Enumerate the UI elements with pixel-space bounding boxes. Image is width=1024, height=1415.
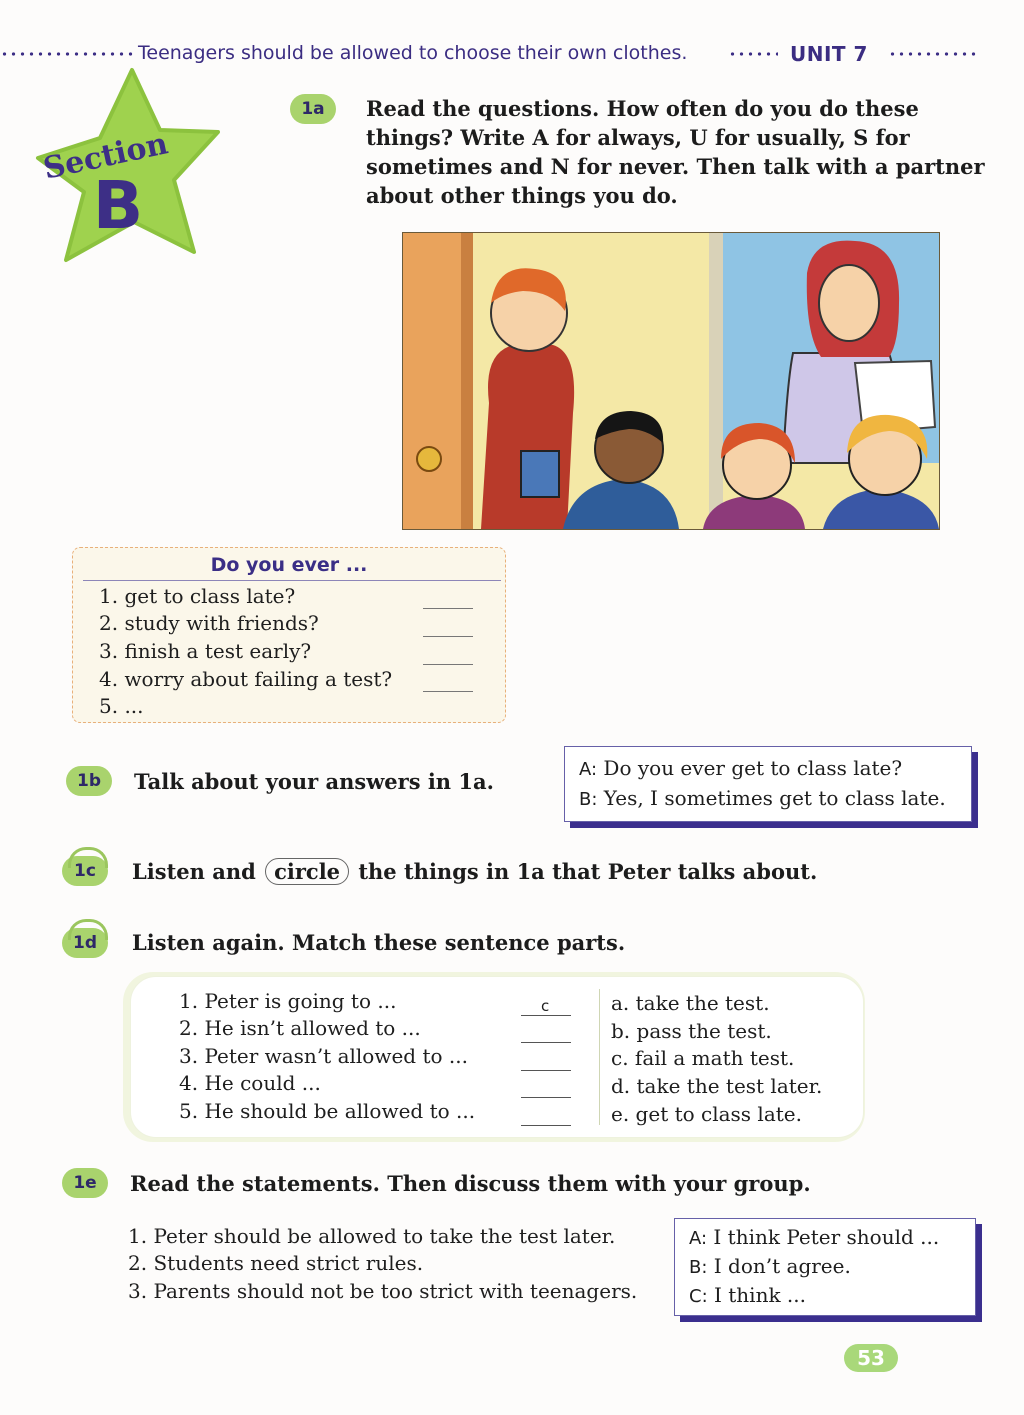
exercise-badge-1c: 1c	[62, 856, 108, 886]
door-frame	[403, 233, 463, 529]
dialogue-line	[689, 1283, 806, 1307]
exercise-badge-1a: 1a	[290, 94, 336, 124]
dialogue-text: I think ...	[714, 1283, 807, 1307]
header-dots-left	[0, 52, 134, 56]
instruction-1a-line: Read the questions. How often do you do these	[366, 96, 919, 121]
header-dots-mid	[728, 52, 778, 56]
boy-sweater	[481, 345, 574, 529]
answer-blank[interactable]	[423, 608, 473, 609]
instruction-1b: Talk about your answers in 1a.	[134, 769, 494, 794]
match-right-item: e. get to class late.	[611, 1102, 802, 1126]
dialogue-line	[689, 1254, 851, 1278]
speaker-label: C:	[689, 1286, 708, 1307]
example-answer: c	[541, 997, 550, 1015]
answer-blank[interactable]	[423, 664, 473, 665]
instruction-1a-line: about other things you do.	[366, 183, 678, 208]
running-head: Teenagers should be allowed to choose their own clothes.	[138, 42, 688, 64]
matching-box	[130, 976, 864, 1138]
dialogue-line	[579, 786, 946, 810]
match-left-item: 3. Peter wasn’t allowed to ...	[179, 1044, 468, 1068]
exercise-badge-1b: 1b	[66, 766, 112, 796]
dialogue-box-1e	[674, 1218, 976, 1316]
instruction-1c	[132, 857, 817, 886]
dialogue-text: Do you ever get to class late?	[603, 756, 903, 780]
title-underline	[83, 580, 501, 581]
statement-item: 1. Peter should be allowed to take the test later.	[128, 1224, 616, 1248]
instruction-1a-line: sometimes and N for never. Then talk with a partner	[366, 154, 985, 179]
instruction-1d: Listen again. Match these sentence parts.	[132, 930, 626, 955]
question-item: 4. worry about failing a test?	[99, 667, 393, 691]
section-word: Section	[40, 126, 171, 187]
match-right-item: b. pass the test.	[611, 1019, 772, 1043]
speaker-label: A:	[579, 759, 598, 780]
instruction-1c-after: the things in 1a that Peter talks about.	[358, 859, 818, 884]
question-item: 5. ...	[99, 694, 144, 718]
statement-item: 2. Students need strict rules.	[128, 1251, 424, 1275]
match-right-item: a. take the test.	[611, 991, 770, 1015]
do-you-ever-box	[72, 547, 506, 723]
speaker-label: B:	[689, 1257, 708, 1278]
teacher-face	[819, 265, 879, 341]
instruction-1c-before: Listen and	[132, 859, 256, 884]
match-left-item: 5. He should be allowed to ...	[179, 1099, 476, 1123]
speaker-label: A:	[689, 1228, 708, 1249]
unit-label: UNIT 7	[790, 42, 868, 66]
match-blank[interactable]	[521, 1125, 571, 1126]
do-you-ever-title: Do you ever ...	[210, 554, 368, 576]
dialogue-line	[579, 756, 902, 780]
header-dots-right	[888, 52, 980, 56]
section-b-star-badge	[22, 62, 222, 272]
instruction-1a	[366, 94, 985, 210]
exercise-badge-1e: 1e	[62, 1168, 108, 1198]
match-right-item: c. fail a math test.	[611, 1046, 795, 1070]
match-left-item: 4. He could ...	[179, 1071, 321, 1095]
answer-blank[interactable]	[423, 691, 473, 692]
classroom-illustration	[402, 232, 940, 530]
match-left-item: 2. He isn’t allowed to ...	[179, 1016, 421, 1040]
circled-word: circle	[265, 858, 349, 885]
match-blank[interactable]	[521, 1042, 571, 1043]
books	[521, 451, 559, 497]
exercise-badge-1d: 1d	[62, 928, 108, 958]
match-blank[interactable]	[521, 1097, 571, 1098]
instruction-1a-line: things? Write A for always, U for usually, S for	[366, 125, 910, 150]
question-item: 2. study with friends?	[99, 611, 319, 635]
dialogue-text: Yes, I sometimes get to class late.	[603, 786, 946, 810]
door-knob	[417, 447, 441, 471]
dialogue-line	[689, 1225, 939, 1249]
speaker-label: B:	[579, 789, 598, 810]
match-divider	[599, 989, 600, 1125]
instruction-1e: Read the statements. Then discuss them with your group.	[130, 1171, 811, 1196]
dialogue-box-1b	[564, 746, 972, 822]
match-blank[interactable]	[521, 1015, 571, 1016]
match-blank[interactable]	[521, 1070, 571, 1071]
dialogue-text: I think Peter should ...	[713, 1225, 940, 1249]
statement-item: 3. Parents should not be too strict with teenagers.	[128, 1279, 638, 1303]
question-item: 3. finish a test early?	[99, 639, 312, 663]
section-letter: B	[92, 167, 144, 244]
dialogue-text: I don’t agree.	[713, 1254, 851, 1278]
match-right-item: d. take the test later.	[611, 1074, 823, 1098]
page-number: 53	[844, 1344, 898, 1372]
answer-blank[interactable]	[423, 636, 473, 637]
match-left-item: 1. Peter is going to ...	[179, 989, 397, 1013]
question-item: 1. get to class late?	[99, 584, 296, 608]
